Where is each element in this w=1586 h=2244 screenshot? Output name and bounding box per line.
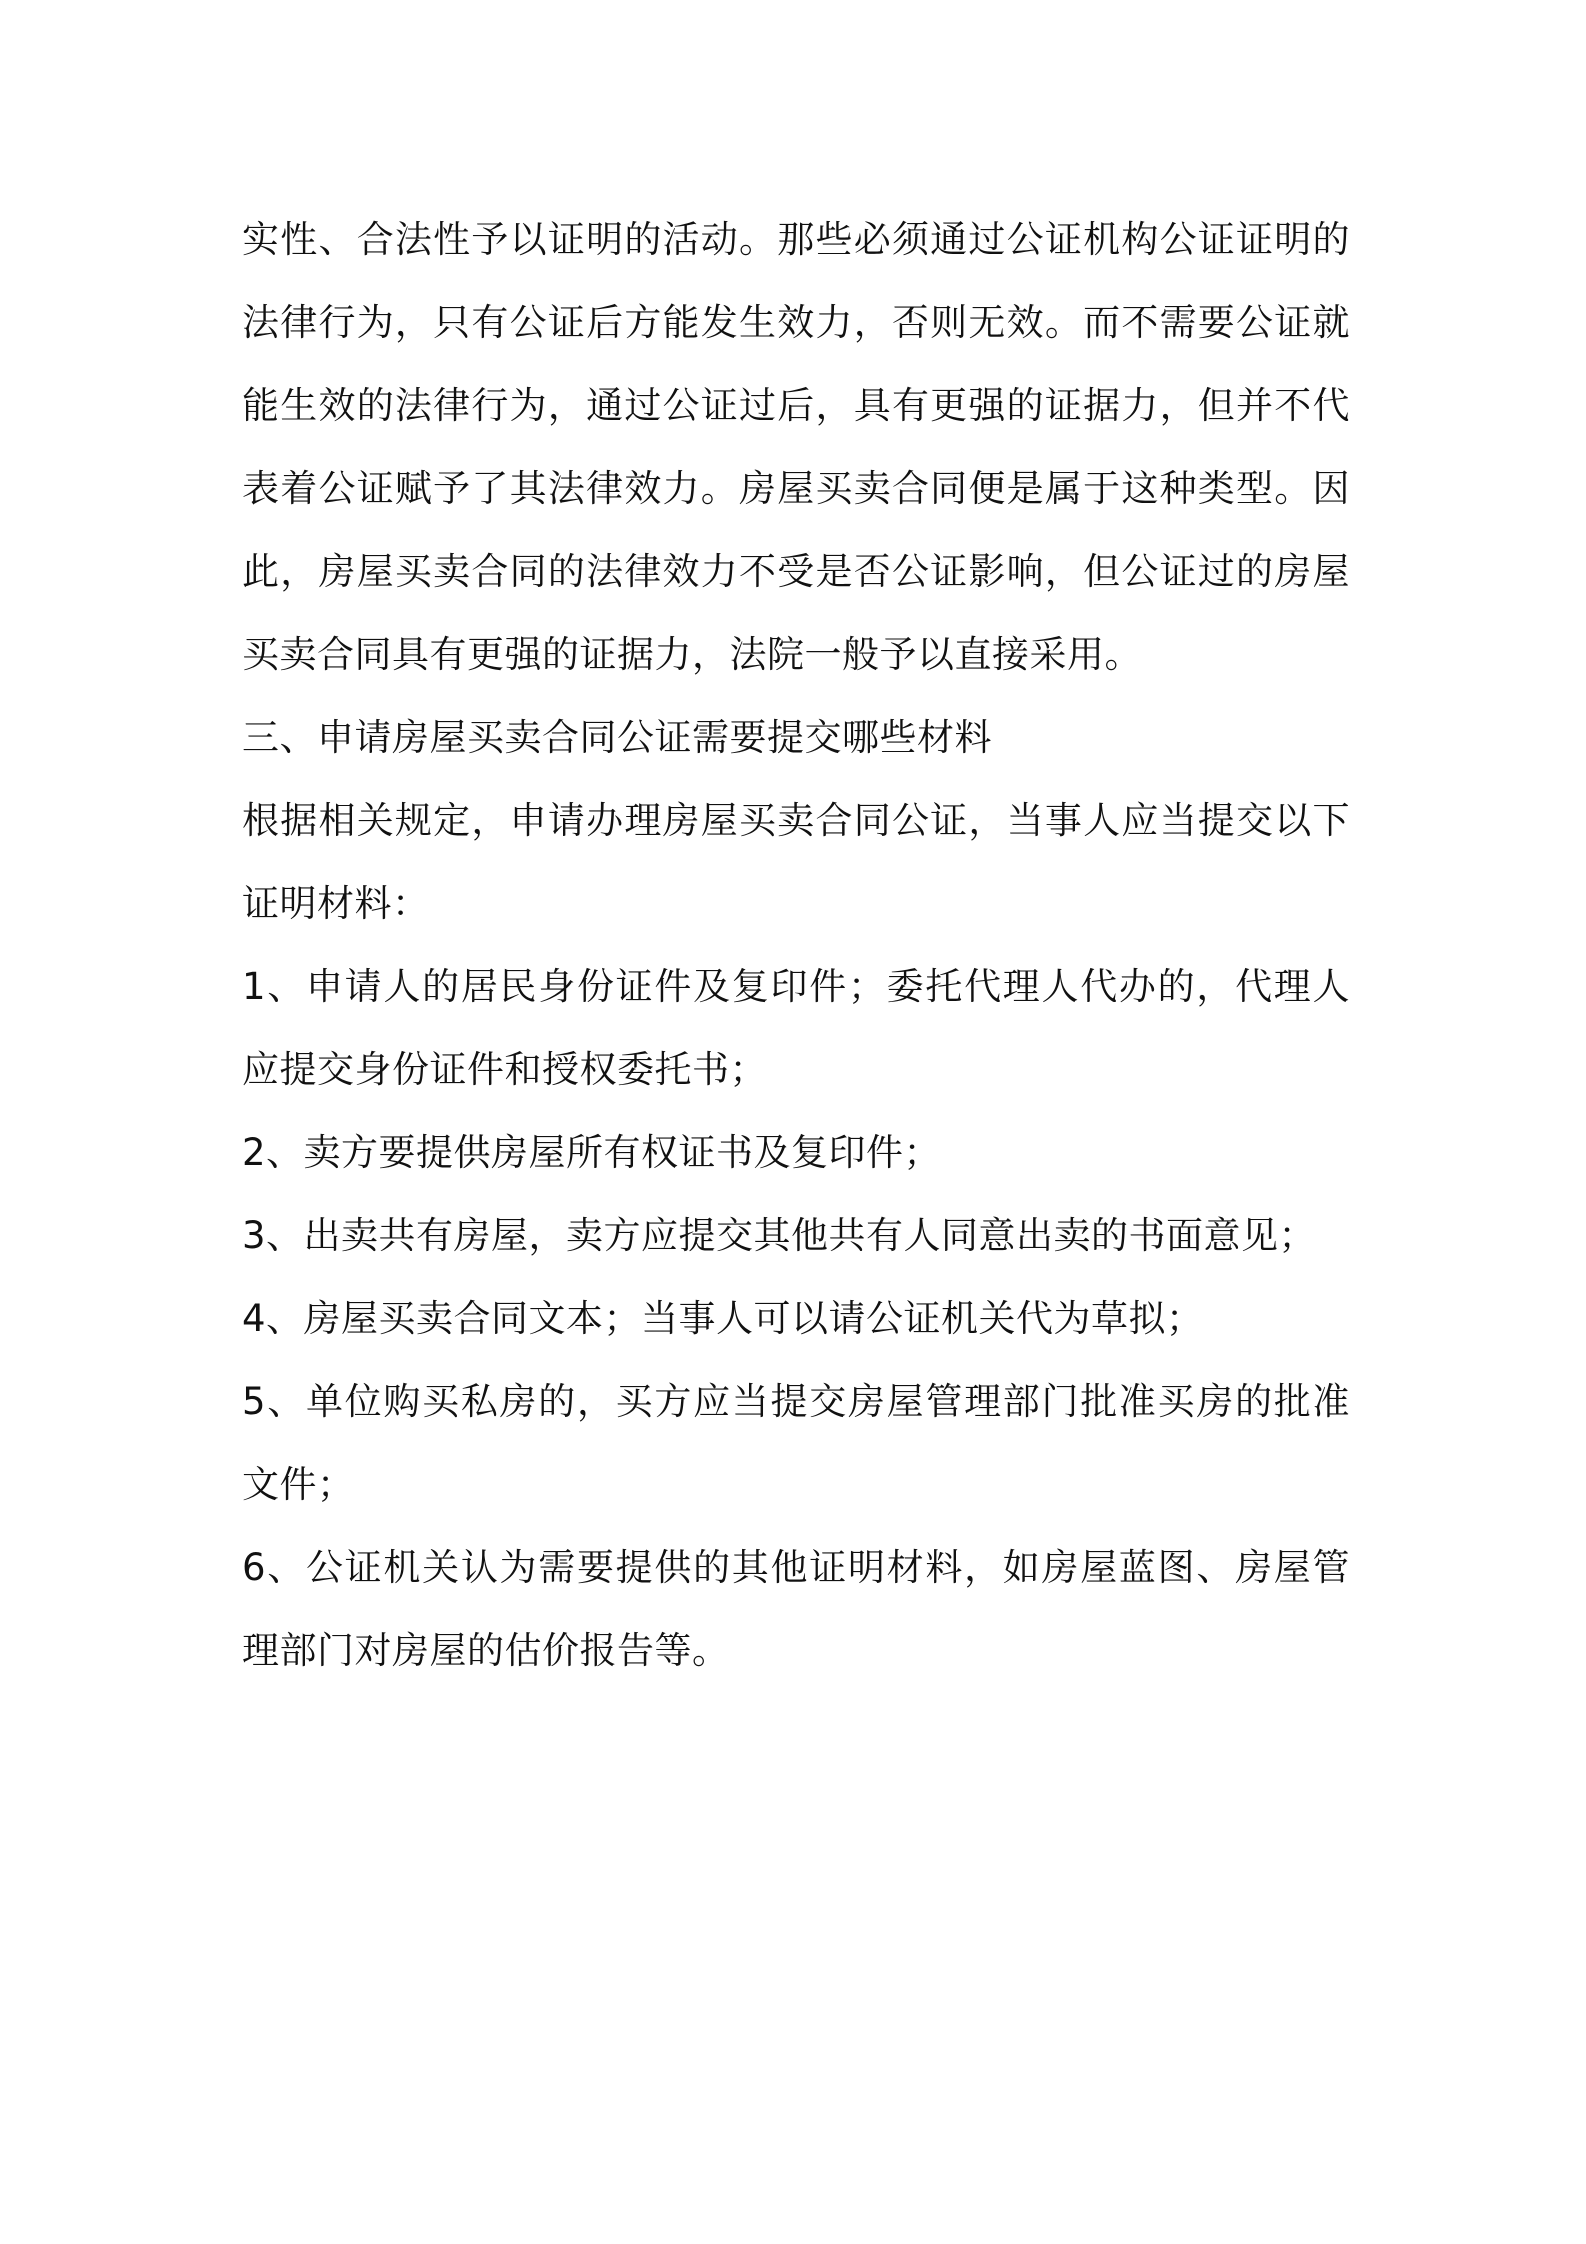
paragraph-materials-intro: 根据相关规定，申请办理房屋买卖合同公证，当事人应当提交以下证明材料：	[242, 799, 1350, 925]
paragraph-notarization-effect: 实性、合法性予以证明的活动。那些必须通过公证机构公证证明的法律行为，只有公证后方能发生效力，否则无效。而不需要公证就能生效的法律行为，通过公证过后，具有更强的证据力，但并不代表着公证赋予了其法律效力。房屋买卖合同便是属于这种类型。因此，房屋买卖合同的法律效力不受是否公证影响，但公证过的房屋买卖合同具有更强的证据力，法院一般予以直接采用。	[242, 218, 1350, 676]
list-item-4: 4、房屋买卖合同文本；当事人可以请公证机关代为草拟；	[242, 1297, 1204, 1340]
list-item-1: 1、申请人的居民身份证件及复印件；委托代理人代办的，代理人应提交身份证件和授权委托书；	[242, 965, 1350, 1091]
document-body	[242, 198, 1350, 1692]
list-item-3: 3、出卖共有房屋，卖方应提交其他共有人同意出卖的书面意见；	[242, 1214, 1317, 1257]
list-item-2: 2、卖方要提供房屋所有权证书及复印件；	[242, 1131, 942, 1174]
list-item-6: 6、公证机关认为需要提供的其他证明材料，如房屋蓝图、房屋管理部门对房屋的估价报告等。	[242, 1546, 1350, 1672]
list-item-5: 5、单位购买私房的，买方应当提交房屋管理部门批准买房的批准文件；	[242, 1380, 1350, 1506]
section-heading-materials: 三、申请房屋买卖合同公证需要提交哪些材料	[242, 716, 992, 759]
